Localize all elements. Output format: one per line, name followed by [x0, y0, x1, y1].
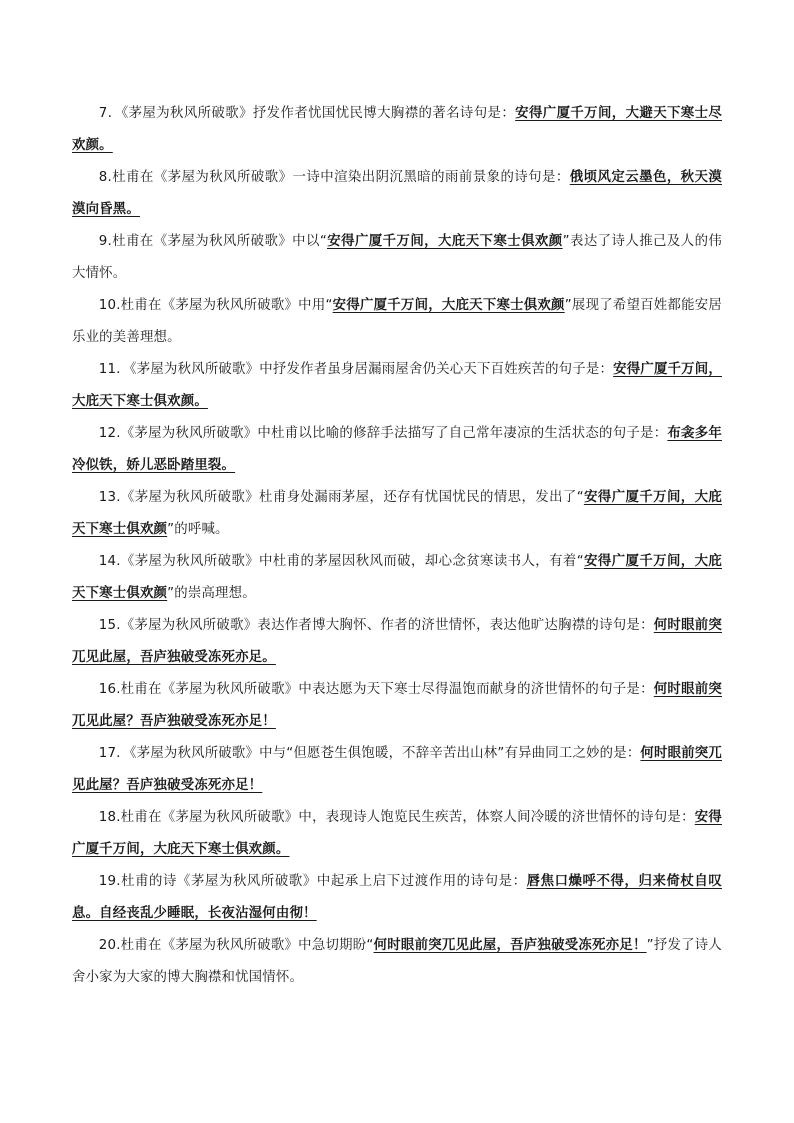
question-item-8 — [72, 162, 722, 226]
question-item-19 — [72, 866, 722, 930]
question-text: 14.《茅屋为秋风所破歌》中杜甫的茅屋因秋风而破，却心念贫寒读书人，有着“ — [98, 554, 584, 569]
question-item-9 — [72, 226, 722, 290]
question-text: 18.杜甫在《茅屋为秋风所破歌》中，表现诗人饱览民生疾苦，体察人间冷暖的济世情怀的诗句是： — [98, 810, 695, 825]
question-text: 15.《茅屋为秋风所破歌》表达作者博大胸怀、作者的济世情怀，表达他旷达胸襟的诗句是： — [98, 618, 654, 633]
question-tail: ”表达了诗人推己及人的伟大情怀。 — [72, 234, 723, 281]
answer-text: 俄顷风定云墨色，秋天漠漠向昏黑。 — [72, 170, 722, 217]
question-item-12 — [72, 418, 722, 482]
answer-text: 安得广厦千万间，大庇天下寒士俱欢颜 — [327, 234, 563, 249]
question-text: 11．《茅屋为秋风所破歌》中抒发作者虽身居漏雨屋舍仍关心天下百姓疾苦的句子是： — [98, 362, 614, 377]
question-tail: ”的呼喊。 — [167, 522, 229, 537]
answer-text: 安得广厦千万间，大庇天下寒士俱欢颜 — [332, 298, 565, 313]
answer-text: 安得广厦千万间，大庇天下寒士俱欢颜。 — [72, 810, 722, 857]
question-item-13 — [72, 482, 722, 546]
answer-text: 何时眼前突兀见此屋，吾庐独破受冻死亦足！ — [373, 938, 647, 953]
answer-text: 布衾多年冷似铁，娇儿恶卧踏里裂。 — [72, 426, 722, 473]
answer-text: 安得广厦千万间，大庇天下寒士俱欢颜。 — [72, 362, 722, 409]
question-item-16 — [72, 674, 722, 738]
document-body — [72, 98, 722, 994]
question-item-20 — [72, 930, 722, 994]
question-item-11 — [72, 354, 722, 418]
answer-text: 安得广厦千万间，大避天下寒士尽欢颜。 — [72, 106, 722, 153]
question-item-7 — [72, 98, 722, 162]
question-text: 16.杜甫在《茅屋为秋风所破歌》中表达愿为天下寒士尽得温饱而献身的济世情怀的句子是： — [98, 682, 654, 697]
question-text: 12.《茅屋为秋风所破歌》中杜甫以比喻的修辞手法描写了自己常年凄凉的生活状态的句子是： — [98, 426, 668, 441]
answer-text: 安得广厦千万间，大庇天下寒士俱欢颜 — [72, 554, 723, 601]
question-text: 8.杜甫在《茅屋为秋风所破歌》一诗中渲染出阴沉黑暗的雨前景象的诗句是： — [98, 170, 570, 185]
question-text: 9.杜甫在《茅屋为秋风所破歌》中以“ — [98, 234, 328, 249]
question-item-18 — [72, 802, 722, 866]
answer-text: 安得广厦千万间，大庇天下寒士俱欢颜 — [72, 490, 723, 537]
question-text: 19.杜甫的诗《茅屋为秋风所破歌》中起承上启下过渡作用的诗句是： — [98, 874, 527, 889]
question-text: 20.杜甫在《茅屋为秋风所破歌》中急切期盼“ — [98, 938, 374, 953]
question-item-10 — [72, 290, 722, 354]
answer-text: 何时眼前突兀见此屋，吾庐独破受冻死亦足。 — [72, 618, 723, 665]
question-text: 13.《茅屋为秋风所破歌》杜甫身处漏雨茅屋，还存有忧国忧民的情思，发出了“ — [98, 490, 584, 505]
answer-text: 唇焦口燥呼不得，归来倚杖自叹息。自经丧乱少睡眠，长夜沾湿何由彻！ — [72, 874, 722, 921]
question-tail: ”展现了希望百姓都能安居乐业的美善理想。 — [72, 298, 722, 345]
question-item-15 — [72, 610, 722, 674]
question-text: 17．《茅屋为秋风所破歌》中与“但愿苍生俱饱暖，不辞辛苦出山林”有异曲同工之妙的是： — [98, 746, 641, 761]
question-tail: ”抒发了诗人舍小家为大家的博大胸襟和忧国情怀。 — [72, 938, 723, 985]
answer-text: 何时眼前突兀见此屋？吾庐独破受冻死亦足！ — [72, 746, 722, 793]
answer-text: 何时眼前突兀见此屋？吾庐独破受冻死亦足！ — [72, 682, 723, 729]
question-text: 10.杜甫在《茅屋为秋风所破歌》中用“ — [98, 298, 333, 313]
question-item-17 — [72, 738, 722, 802]
question-item-14 — [72, 546, 722, 610]
question-tail: ”的崇高理想。 — [167, 586, 256, 601]
question-text: 7．《茅屋为秋风所破歌》抒发作者忧国忧民博大胸襟的著名诗句是： — [98, 106, 516, 121]
